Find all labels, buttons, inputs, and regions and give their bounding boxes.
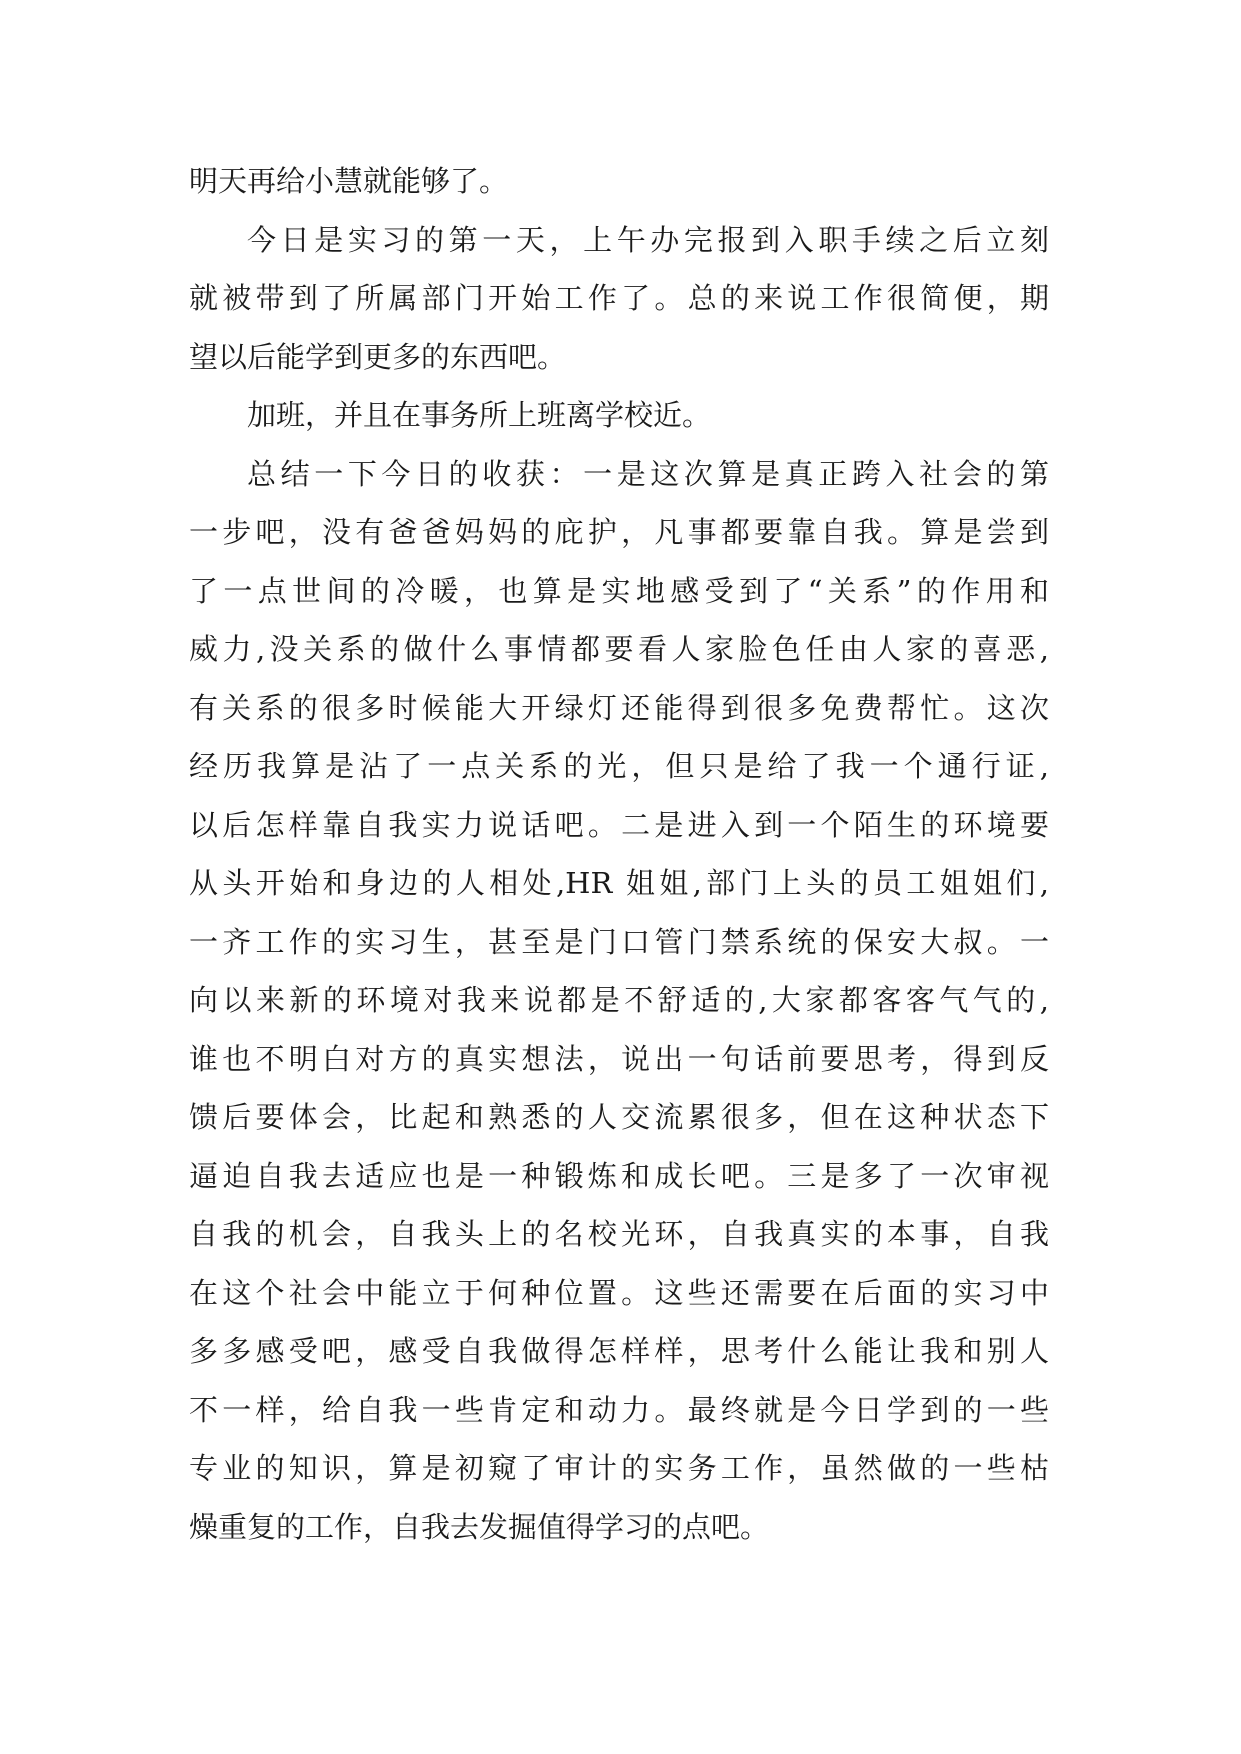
text-line: 明天再给小慧就能够了。 xyxy=(189,164,509,198)
text-line: 从头开始和身边的人相处,HR 姐姐,部门上头的员工姐姐们, xyxy=(189,866,1049,900)
text-line: 逼迫自我去适应也是一种锻炼和成长吧。三是多了一次审视 xyxy=(189,1158,1049,1193)
text-line: 望以后能学到更多的东西吧。 xyxy=(189,339,567,374)
text-line: 以后怎样靠自我实力说话吧。二是进入到一个陌生的环境要 xyxy=(189,807,1049,842)
paragraph-first-line: 总结一下今日的收获：一是这次算是真正跨入社会的第 xyxy=(247,456,1049,491)
text-line: 馈后要体会，比起和熟悉的人交流累很多，但在这种状态下 xyxy=(189,1100,1049,1134)
text-line: 向以来新的环境对我来说都是不舒适的,大家都客客气气的, xyxy=(189,983,1049,1017)
text-line: 威力,没关系的做什么事情都要看人家脸色任由人家的喜恶, xyxy=(189,632,1049,666)
text-line: 多多感受吧，感受自我做得怎样样，思考什么能让我和别人 xyxy=(189,1334,1049,1368)
text-line: 在这个社会中能立于何种位置。这些还需要在后面的实习中 xyxy=(189,1275,1049,1310)
text-line: 不一样，给自我一些肯定和动力。最终就是今日学到的一些 xyxy=(189,1392,1049,1427)
text-line: 谁也不明白对方的真实想法，说出一句话前要思考，得到反 xyxy=(189,1041,1049,1076)
text-line: 燥重复的工作，自我去发掘值得学习的点吧。 xyxy=(189,1509,770,1544)
text-line: 经历我算是沾了一点关系的光，但只是给了我一个通行证, xyxy=(189,749,1049,783)
paragraph-first-line: 加班，并且在事务所上班离学校近。 xyxy=(247,398,712,432)
text-line: 有关系的很多时候能大开绿灯还能得到很多免费帮忙。这次 xyxy=(189,690,1049,725)
text-line: 一步吧，没有爸爸妈妈的庇护，凡事都要靠自我。算是尝到 xyxy=(189,515,1049,549)
text-line: 了一点世间的冷暖，也算是实地感受到了“关系”的作用和 xyxy=(189,573,1049,608)
text-line: 就被带到了所属部门开始工作了。总的来说工作很简便，期 xyxy=(189,281,1049,315)
text-line: 一齐工作的实习生，甚至是门口管门禁系统的保安大叔。一 xyxy=(189,924,1049,959)
paragraph-first-line: 今日是实习的第一天，上午办完报到入职手续之后立刻 xyxy=(247,222,1049,257)
text-line: 专业的知识，算是初窥了审计的实务工作，虽然做的一些枯 xyxy=(189,1451,1049,1485)
document-body xyxy=(189,152,1049,1556)
text-line: 自我的机会，自我头上的名校光环，自我真实的本事，自我 xyxy=(189,1217,1049,1251)
